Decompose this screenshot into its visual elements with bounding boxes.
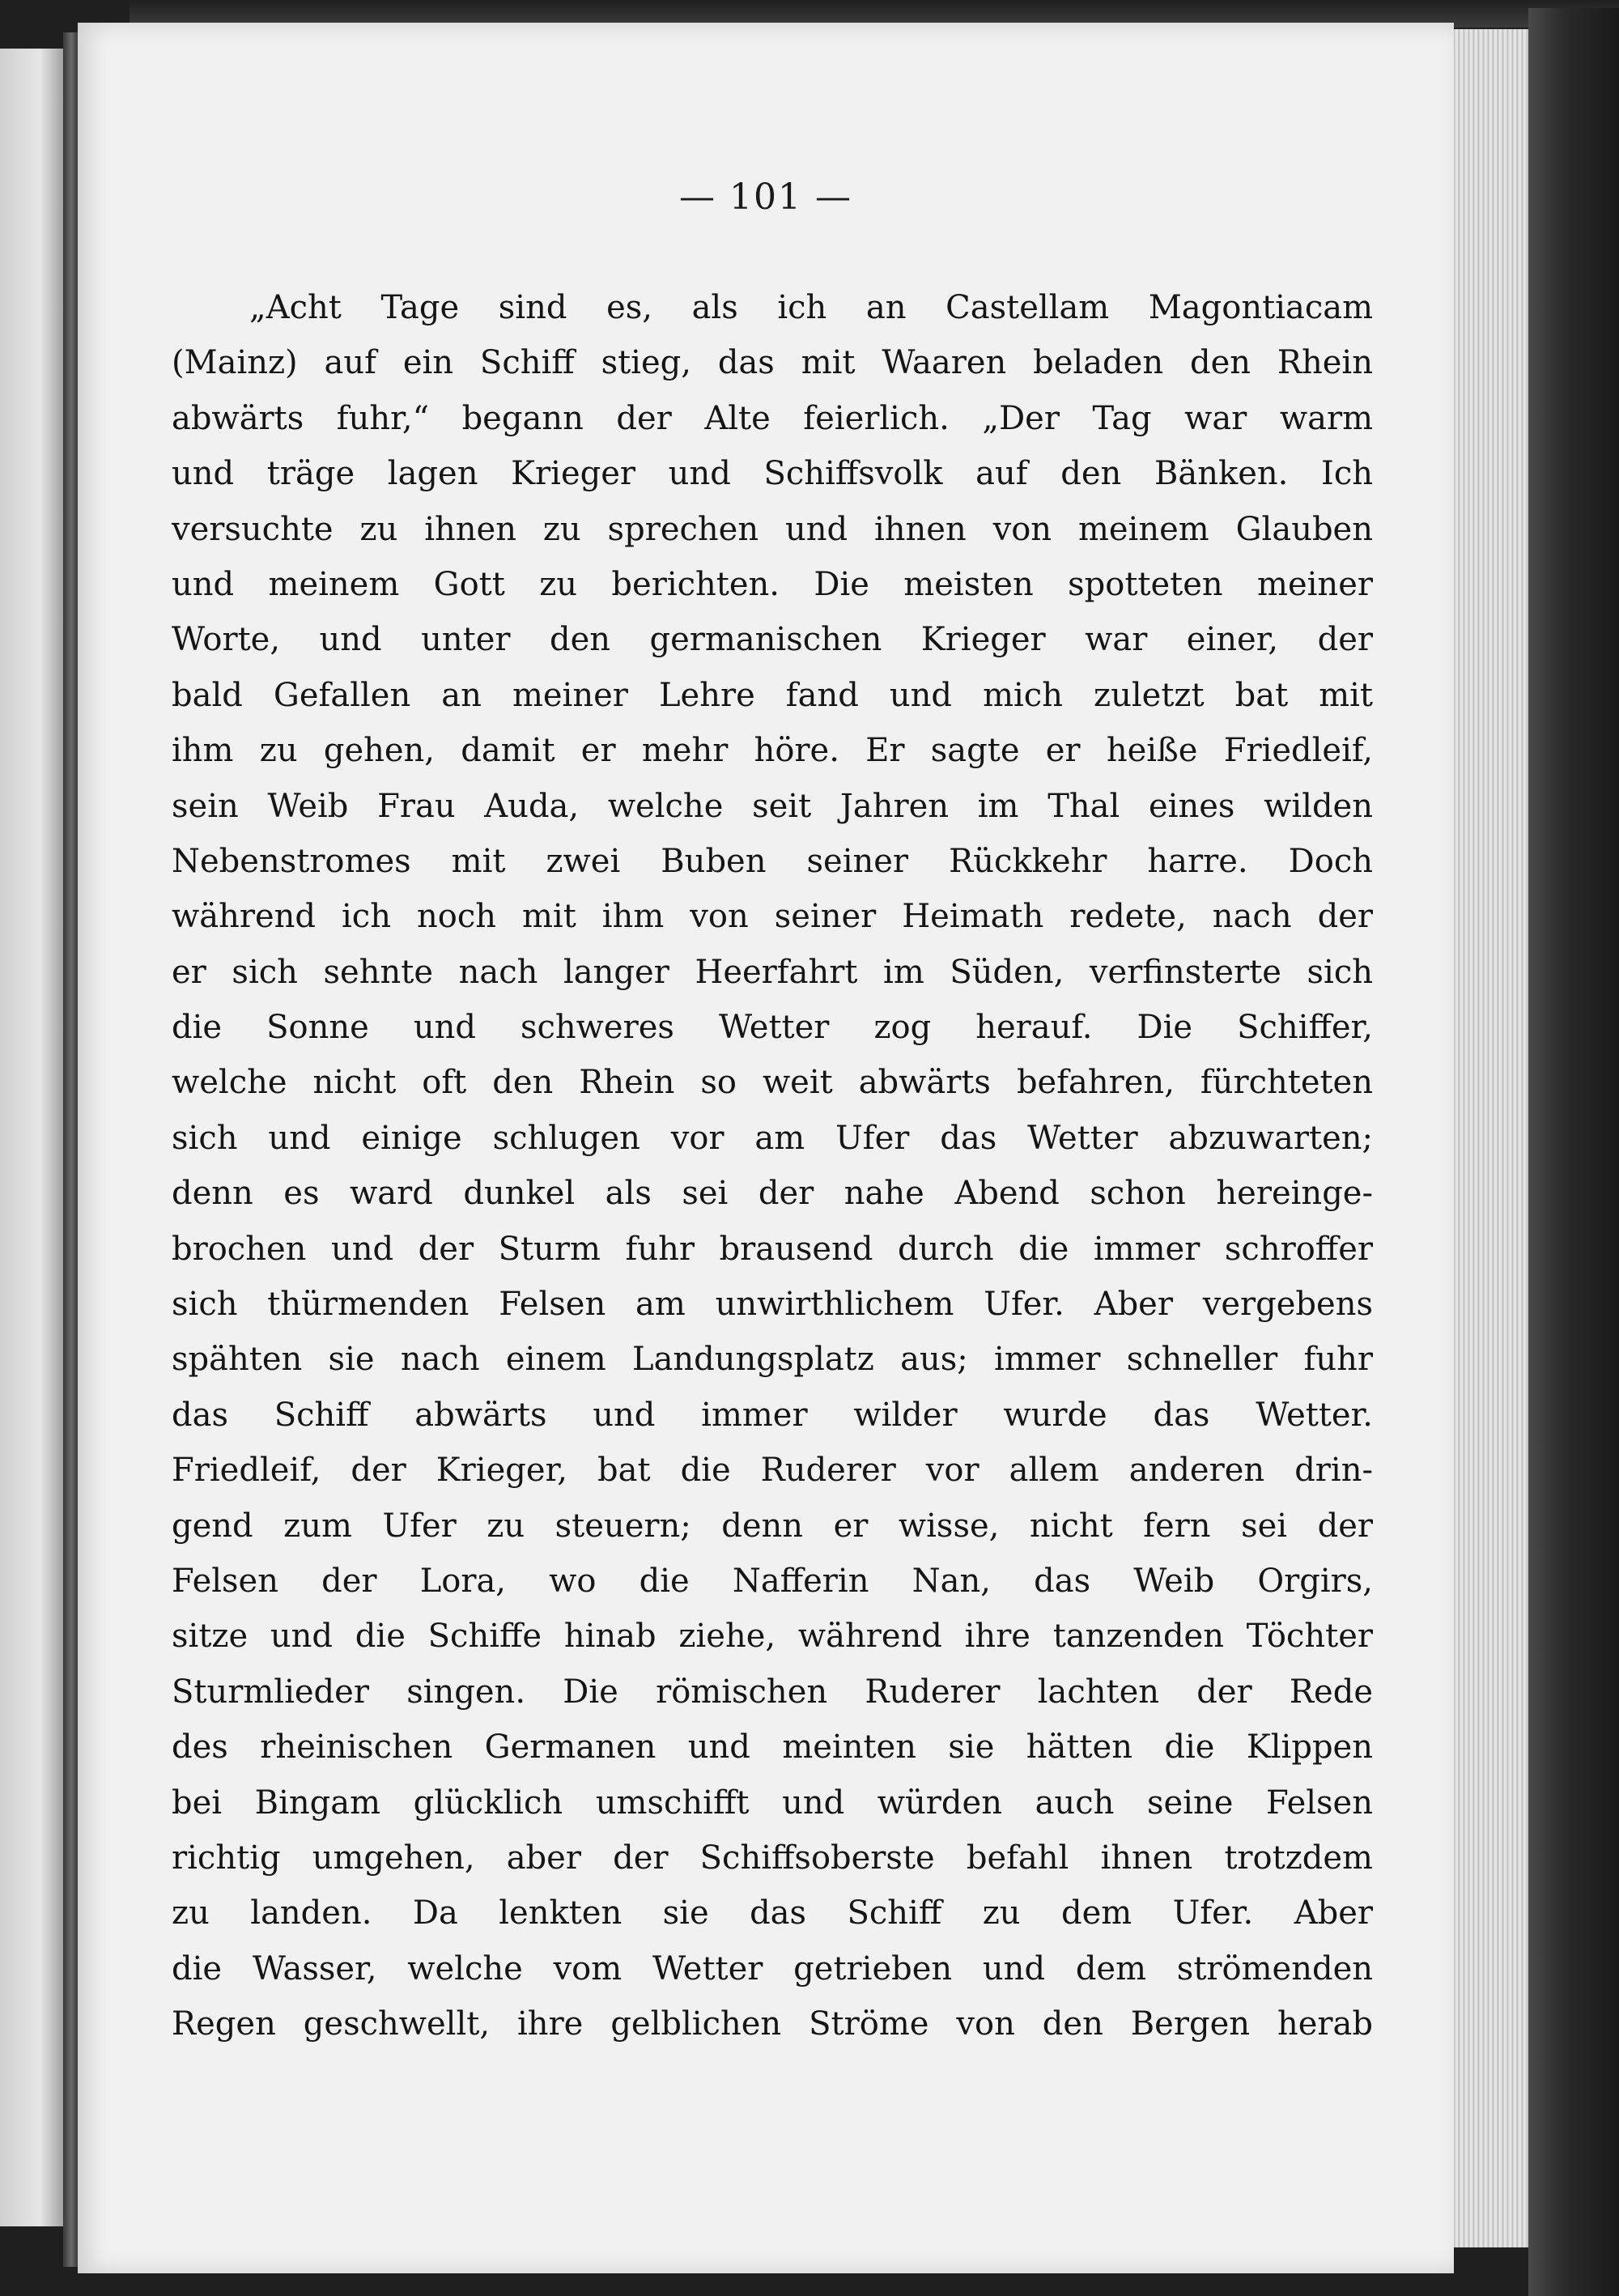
text-line: des rheinischen Germanen und meinten sie hätten die Klippen bbox=[172, 1728, 1373, 1767]
text-line: er sich sehnte nach langer Heerfahrt im Süden, verfinsterte sich bbox=[172, 953, 1373, 991]
text-line: sich und einige schlugen vor am Ufer das Wetter abzuwarten; bbox=[172, 1119, 1373, 1157]
text-line: die Sonne und schweres Wetter zog herauf. Die Schiffer, bbox=[172, 1009, 1373, 1047]
book-page bbox=[78, 23, 1454, 2273]
text-line: sein Weib Frau Auda, welche seit Jahren im Thal eines wilden bbox=[172, 787, 1373, 825]
text-line: Sturmlieder singen. Die römischen Ruderer lachten der Rede bbox=[172, 1673, 1373, 1711]
text-line: richtig umgehen, aber der Schiffsoberste befahl ihnen trotzdem bbox=[172, 1839, 1373, 1877]
book-gutter bbox=[63, 32, 79, 2267]
text-line: Nebenstromes mit zwei Buben seiner Rückkehr harre. Doch bbox=[172, 842, 1373, 880]
text-line: ihm zu gehen, damit er mehr höre. Er sagte er heiße Friedleif, bbox=[172, 732, 1373, 770]
text-line: sich thürmenden Felsen am unwirthlichem Ufer. Aber vergebens bbox=[172, 1286, 1373, 1324]
text-line: und meinem Gott zu berichten. Die meisten spotteten meiner bbox=[172, 565, 1373, 603]
text-line: während ich noch mit ihm von seiner Heimath redete, nach der bbox=[172, 898, 1373, 936]
page-edges-stack bbox=[1441, 29, 1530, 2247]
text-line: das Schiff abwärts und immer wilder wurde das Wetter. bbox=[172, 1396, 1373, 1434]
text-line: Felsen der Lora, wo die Nafferin Nan, das Weib Orgirs, bbox=[172, 1562, 1373, 1600]
book-cover-right-edge bbox=[1528, 8, 1619, 2296]
text-line: gend zum Ufer zu steuern; denn er wisse, nicht fern sei der bbox=[172, 1507, 1373, 1545]
text-line: bei Bingam glücklich umschifft und würden auch seine Felsen bbox=[172, 1784, 1373, 1822]
text-line: Friedleif, der Krieger, bat die Ruderer vor allem anderen drin- bbox=[172, 1452, 1373, 1490]
text-line: „Acht Tage sind es, als ich an Castellam Magontiacam bbox=[249, 289, 1373, 326]
text-line: welche nicht oft den Rhein so weit abwärts befahren, fürchteten bbox=[172, 1064, 1373, 1102]
text-line: die Wasser, welche vom Wetter getrieben und dem strömenden bbox=[172, 1949, 1373, 1988]
text-line: (Mainz) auf ein Schiff stieg, das mit Waaren beladen den Rhein bbox=[172, 344, 1373, 382]
text-line: spähten sie nach einem Landungsplatz aus; immer schneller fuhr bbox=[172, 1341, 1373, 1379]
text-line: Regen geschwellt, ihre gelblichen Ströme von den Bergen herab bbox=[172, 2005, 1373, 2043]
text-line: versuchte zu ihnen zu sprechen und ihnen von meinem Glauben bbox=[172, 510, 1373, 548]
facing-page-edge bbox=[0, 49, 66, 2226]
page-number: — 101 — bbox=[679, 176, 852, 218]
text-line: sitze und die Schiffe hinab ziehe, während ihre tanzenden Töchter bbox=[172, 1618, 1373, 1656]
text-line: denn es ward dunkel als sei der nahe Abend schon hereinge- bbox=[172, 1175, 1373, 1213]
text-line: Worte, und unter den germanischen Krieger war einer, der bbox=[172, 621, 1373, 659]
text-line: und träge lagen Krieger und Schiffsvolk auf den Bänken. Ich bbox=[172, 455, 1373, 493]
text-line: bald Gefallen an meiner Lehre fand und mich zuletzt bat mit bbox=[172, 676, 1373, 714]
text-line: abwärts fuhr,“ begann der Alte feierlich. „Der Tag war warm bbox=[172, 399, 1373, 437]
text-line: zu landen. Da lenkten sie das Schiff zu dem Ufer. Aber bbox=[172, 1894, 1373, 1932]
body-text bbox=[172, 280, 1373, 2052]
text-line: brochen und der Sturm fuhr brausend durch die immer schroffer bbox=[172, 1230, 1373, 1268]
